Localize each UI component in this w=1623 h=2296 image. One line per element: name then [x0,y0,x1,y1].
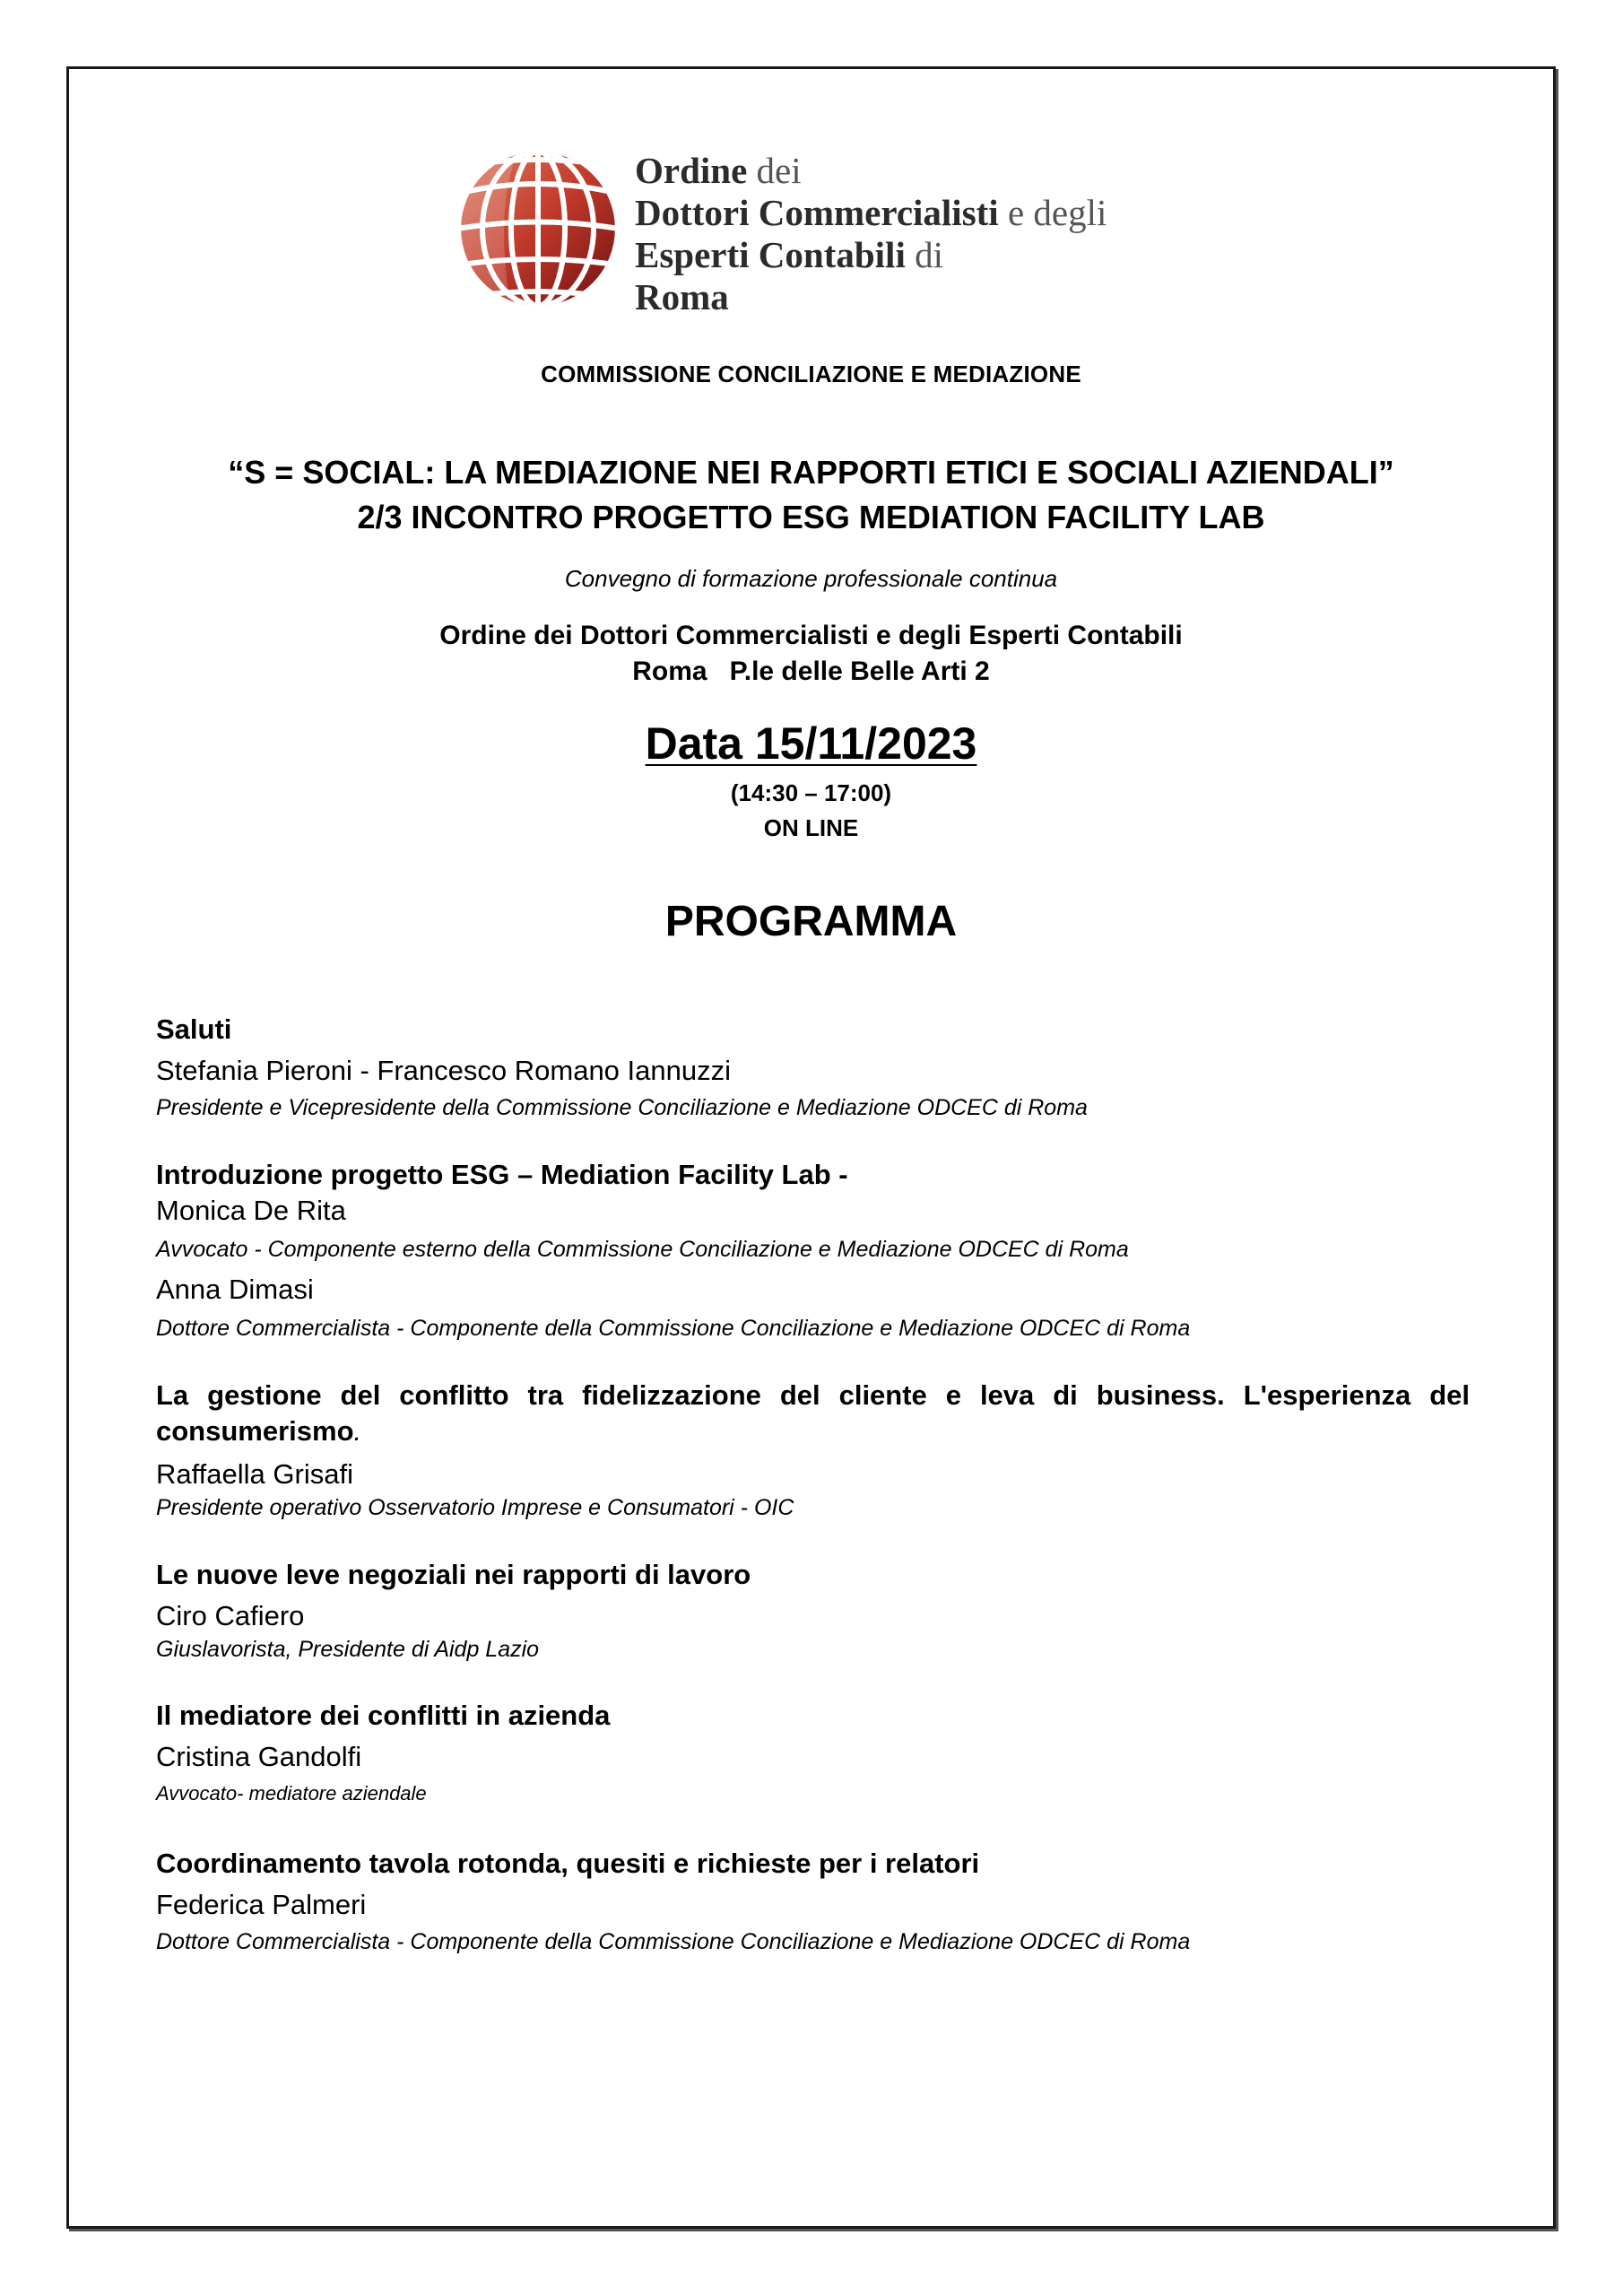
program-item-leve [156,1557,1470,1665]
logo-wordmark: Ordine dei Dottori Commercialisti e degli Esperti Contabili di Roma [635,150,1107,317]
speaker-role: Avvocato- mediatore aziendale [156,1782,427,1805]
odcec-logo [457,148,1202,318]
program-heading: PROGRAMMA [664,898,958,945]
speaker-role: Presidente operativo Osservatorio Imprese e Consumatori - OIC [156,1495,794,1520]
speaker-role: Dottore Commercialista - Componente della Commissione Conciliazione e Mediazione ODCEC di Roma [156,1316,1191,1341]
speaker-name: Federica Palmeri [156,1889,367,1920]
program-item-title: Introduzione progetto ESG – Mediation Facility Lab - [156,1159,848,1190]
program-item-title: Coordinamento tavola rotonda, quesiti e richieste per i relatori [156,1848,980,1879]
speaker-name: Ciro Cafiero [156,1600,305,1631]
program-item-title: Il mediatore dei conflitti in azienda [156,1700,611,1731]
program-item-title: Le nuove leve negoziali nei rapporti di lavoro [156,1559,751,1590]
event-title: “S = SOCIAL: LA MEDIAZIONE NEI RAPPORTI ETICI E SOCIALI AZIENDALI” [228,454,1394,491]
venue-name: Ordine dei Dottori Commercialisti e degli Esperti Contabili [439,621,1183,650]
program-item-coordinamento [156,1846,1470,1957]
speaker-name: Stefania Pieroni - Francesco Romano Iannuzzi [156,1055,731,1086]
speaker-name: Cristina Gandolfi [156,1741,362,1772]
program-item-intro [156,1157,1470,1344]
program-item-mediatore [156,1698,1470,1807]
venue-address: Roma P.le delle Belle Arti 2 [632,657,990,686]
program-item-title: Saluti [156,1013,232,1045]
event-time: (14:30 – 17:00) [730,779,892,806]
speaker-role: Dottore Commercialista - Componente della Commissione Conciliazione e Mediazione ODCEC di Roma [156,1929,1191,1954]
speaker-role: Presidente e Vicepresidente della Commissione Conciliazione e Mediazione ODCEC di Roma [156,1095,1088,1120]
speaker-name: Monica De Rita [156,1195,346,1226]
commission-heading: COMMISSIONE CONCILIAZIONE E MEDIAZIONE [541,361,1081,387]
event-subtitle-title: 2/3 INCONTRO PROGETTO ESG MEDIATION FACILITY LAB [357,499,1265,535]
speaker-name: Raffaella Grisafi [156,1458,353,1490]
event-type: Convegno di formazione professionale continua [564,565,1058,592]
program-item-saluti [156,1012,1470,1123]
program-item-title: La gestione del conflitto tra fidelizzazione del cliente e leva di business. L'esperienza del consumerismo. [156,1379,1470,1447]
event-date: Data 15/11/2023 [645,718,977,769]
speaker-role: Giuslavorista, Presidente di Aidp Lazio [156,1637,540,1662]
program-item-conflitto [156,1378,1470,1523]
speaker-name: Anna Dimasi [156,1274,314,1305]
globe-logo-icon [457,148,619,309]
speaker-role: Avvocato - Componente esterno della Commissione Conciliazione e Mediazione ODCEC di Roma [156,1237,1129,1262]
event-mode: ON LINE [763,814,859,841]
